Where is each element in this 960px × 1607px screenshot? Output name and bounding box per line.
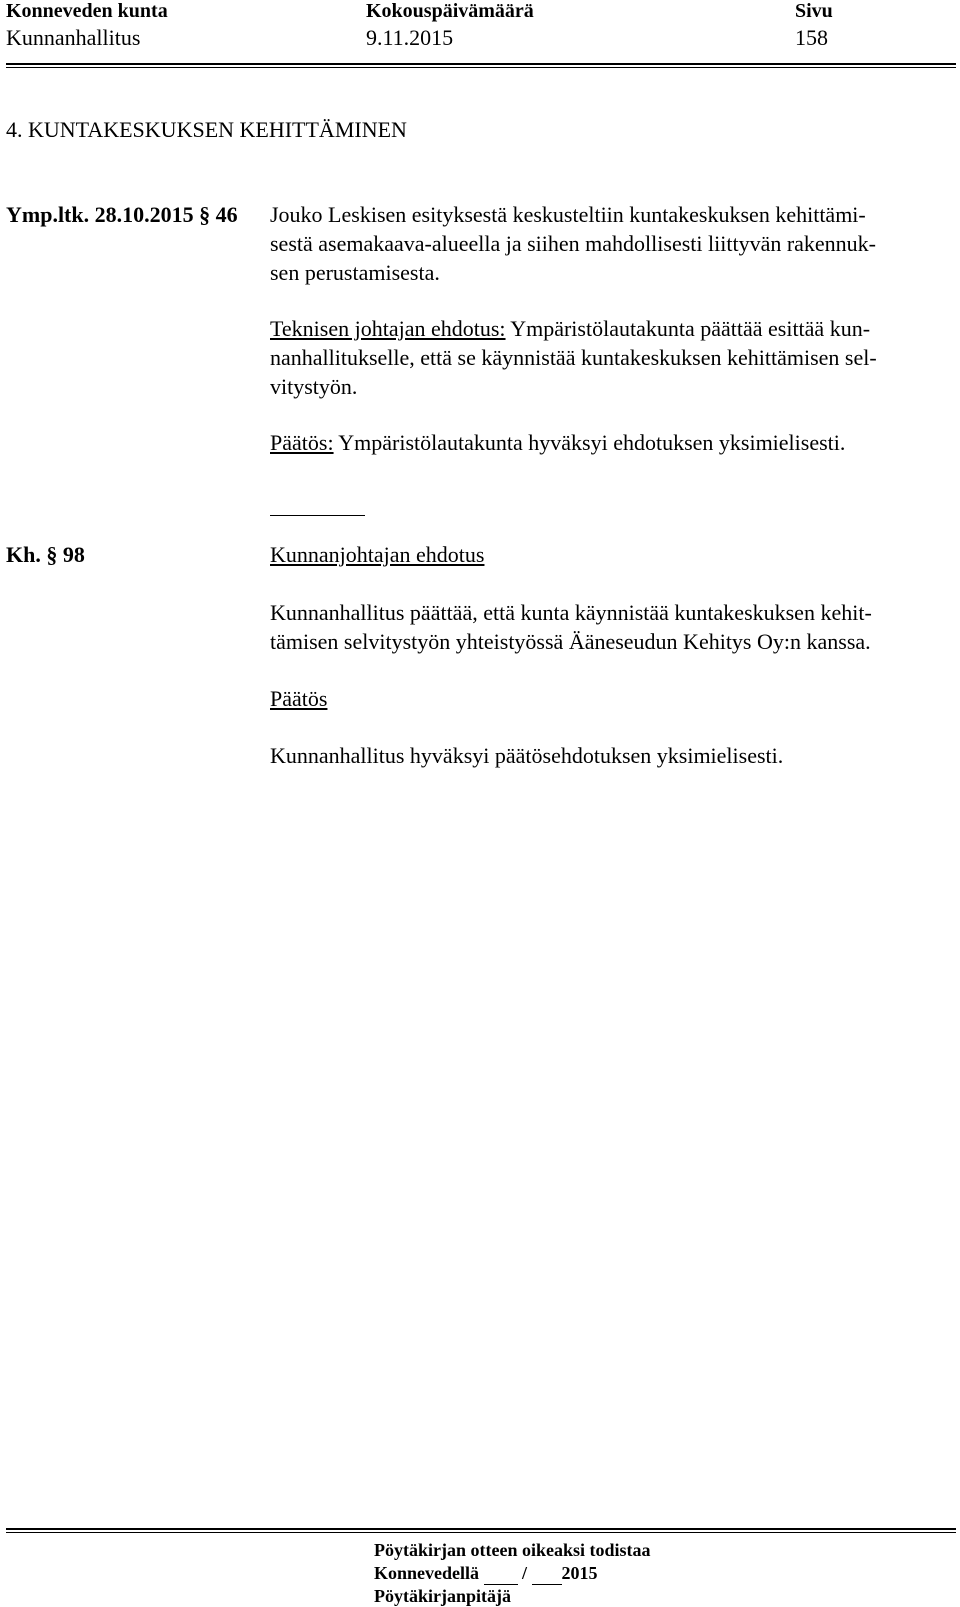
ymp-intro-line: Jouko Leskisen esityksestä keskusteltiin kuntakeskuksen kehittämi- — [270, 202, 866, 227]
kh-reference: Kh. § 98 — [6, 542, 85, 567]
org-name: Konneveden kunta — [6, 0, 168, 22]
ymp-decision-text: Ympäristölautakunta hyväksyi ehdotuksen yksimielisesti. — [333, 430, 846, 455]
ymp-intro — [270, 200, 950, 287]
kh-proposal-line: Kunnanhallitus päättää, että kunta käynnistää kuntakeskuksen kehit- — [270, 600, 872, 625]
kh-proposal — [270, 598, 950, 656]
footer-slash: / — [522, 1563, 528, 1583]
ymp-reference: Ymp.ltk. 28.10.2015 § 46 — [6, 202, 238, 227]
body-name: Kunnanhallitus — [6, 25, 141, 50]
footer-rule-thin — [6, 1532, 956, 1533]
footer-secretary: Pöytäkirjanpitäjä — [374, 1586, 511, 1606]
page-number: 158 — [795, 25, 828, 50]
footer-certify: Pöytäkirjan otteen oikeaksi todistaa — [374, 1540, 651, 1560]
footer-rule — [6, 1528, 956, 1530]
month-blank — [532, 1563, 562, 1585]
page-label: Sivu — [795, 0, 833, 22]
footer-signature-line — [374, 1563, 598, 1585]
section-separator — [270, 515, 365, 516]
footer-year: 2015 — [561, 1563, 598, 1583]
ymp-intro-line: sestä asemakaava-alueella ja siihen mahdollisesti liittyvän rakennuk- — [270, 231, 877, 256]
ymp-proposal-label: Teknisen johtajan ehdotus: — [270, 316, 506, 341]
ymp-proposal-line: vitystyön. — [270, 374, 358, 399]
ymp-decision-label: Päätös: — [270, 430, 334, 455]
ymp-intro-line: sen perustamisesta. — [270, 260, 440, 285]
day-blank — [484, 1563, 518, 1585]
kh-proposal-heading: Kunnanjohtajan ehdotus — [270, 542, 485, 567]
ymp-proposal — [270, 314, 950, 401]
header-rule — [6, 63, 956, 65]
kh-decision-heading: Päätös — [270, 686, 328, 711]
ymp-proposal-line: Ympäristölautakunta päättää esittää kun- — [505, 316, 871, 341]
kh-decision-text: Kunnanhallitus hyväksyi päätösehdotuksen yksimielisesti. — [270, 743, 784, 768]
date-label: Kokouspäivämäärä — [366, 0, 534, 22]
ymp-decision — [270, 428, 950, 457]
kh-proposal-line: tämisen selvitystyön yhteistyössä Ääneseudun Kehitys Oy:n kanssa. — [270, 629, 871, 654]
footer-place: Konnevedellä — [374, 1563, 480, 1583]
ymp-proposal-line: nanhallitukselle, että se käynnistää kuntakeskuksen kehittämisen sel- — [270, 345, 877, 370]
meeting-date: 9.11.2015 — [366, 25, 454, 50]
header-rule-thin — [6, 67, 956, 68]
section-title: 4. KUNTAKESKUKSEN KEHITTÄMINEN — [6, 117, 407, 142]
